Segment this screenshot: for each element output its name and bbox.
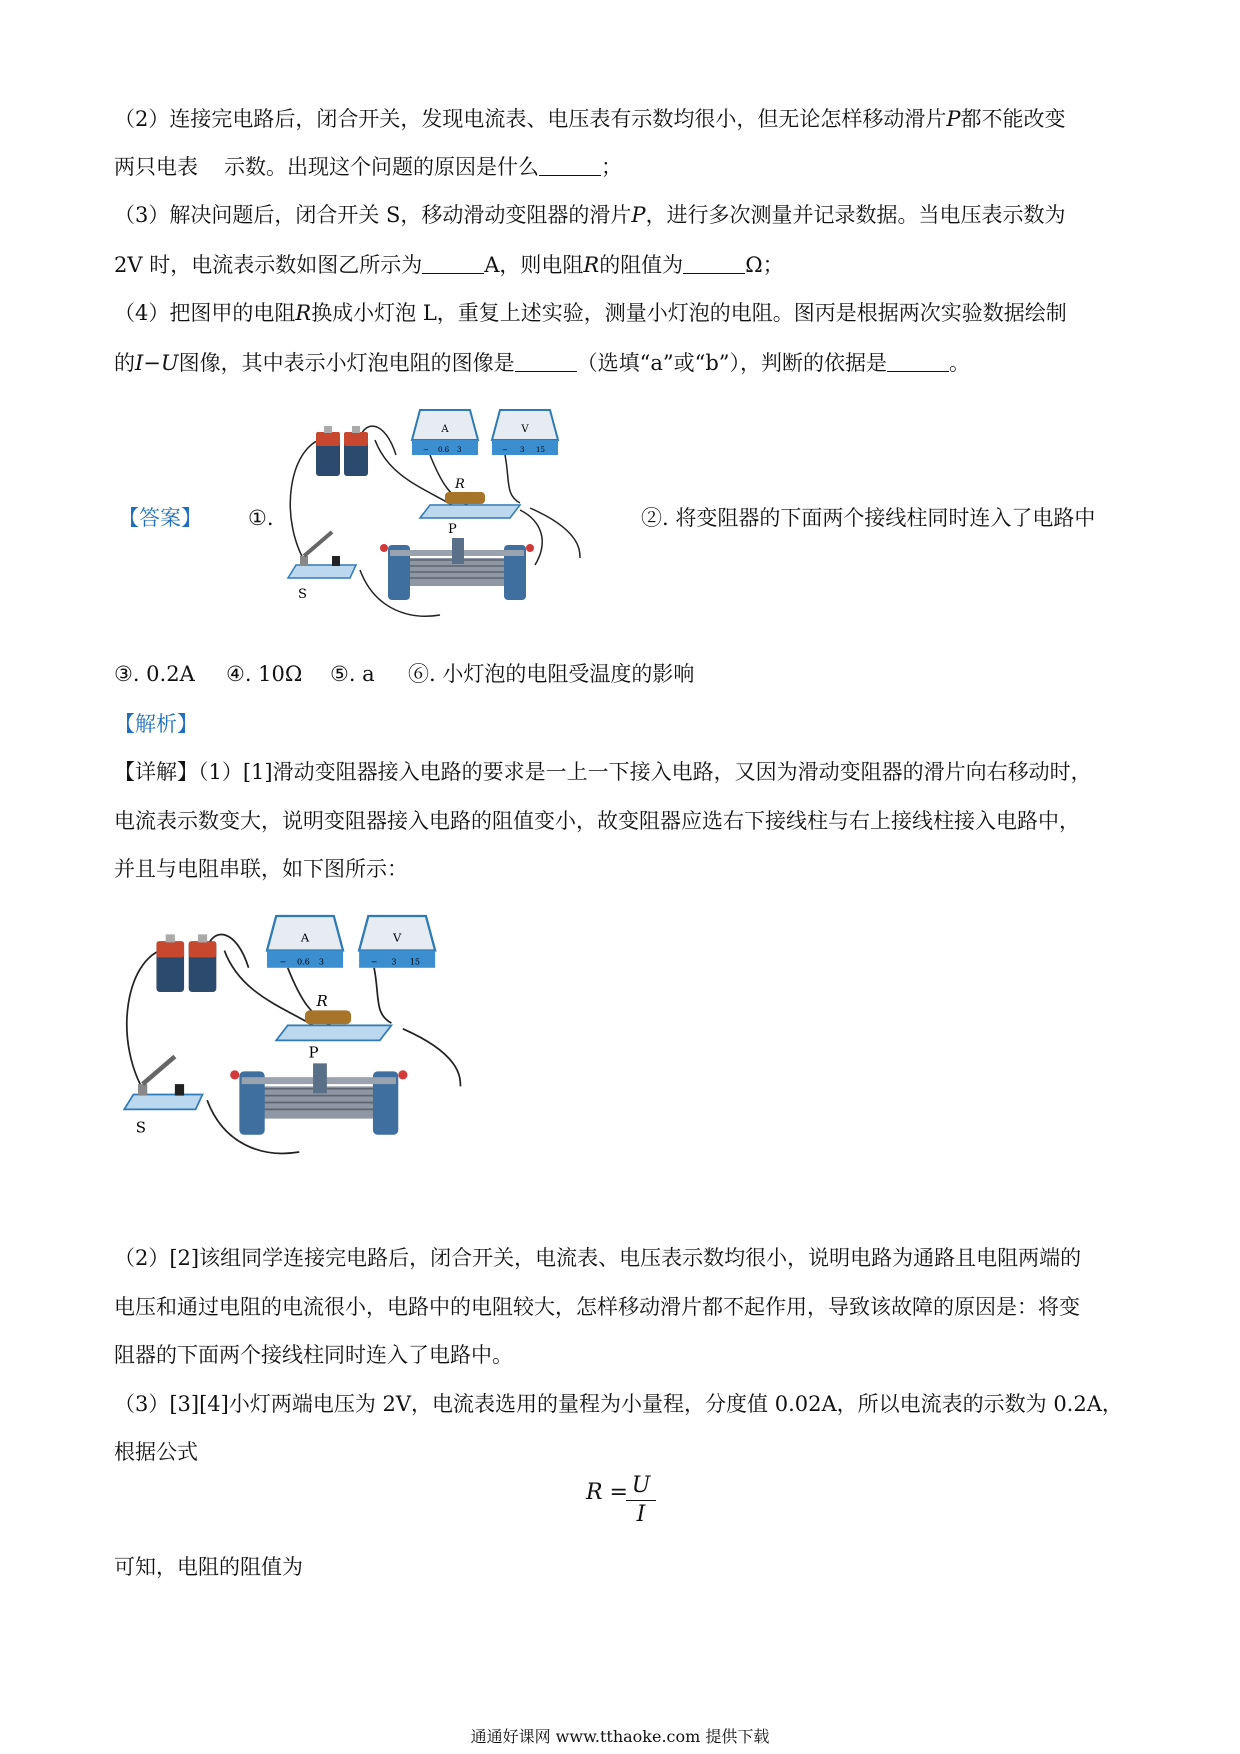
rheostat-icon <box>230 1044 407 1135</box>
switch-icon <box>288 532 356 602</box>
voltmeter-icon <box>359 916 435 968</box>
rheostat-icon <box>380 522 534 600</box>
circuit-diagram-solution <box>115 903 495 1165</box>
page-footer: 通通好课网 www.tthaoke.com 提供下载 <box>470 1727 770 1746</box>
ammeter-label: A <box>441 424 449 435</box>
formula-lhs: R = <box>586 1480 628 1505</box>
switch-label: S <box>298 587 307 602</box>
switch-label: S <box>135 1118 146 1137</box>
q4-line2: 的I−U图像，其中表示小灯泡电阻的图像是 （选填“a”或“b”），判断的依据是 。 <box>114 351 970 375</box>
p2-line-2: 电压和通过电阻的电流很小，电路中的电阻较大，怎样移动滑片都不起作用，导致该故障的原因是：将变 <box>114 1295 1080 1319</box>
battery-icon <box>316 426 368 476</box>
q3-line2: 2V 时，电流表示数如图乙所示为 A，则电阻R的阻值为 Ω； <box>114 253 784 277</box>
answer-item-6: ⑥. 小灯泡的电阻受温度的影响 <box>408 662 695 686</box>
voltmeter-tick: 15 <box>536 446 545 454</box>
q2-line1: （2）连接完电路后，闭合开关，发现电流表、电压表有示数均很小，但无论怎样移动滑片P都不能改变 <box>114 107 1066 131</box>
answer-item-2: ②. 将变阻器的下面两个接线柱同时连入了电路中 <box>641 506 1096 530</box>
answer-blank <box>539 155 601 176</box>
voltmeter-icon <box>492 410 558 455</box>
switch-icon <box>124 1056 202 1136</box>
voltmeter-tick: − <box>502 446 508 454</box>
q4-line1: （4）把图甲的电阻R换成小灯泡 L，重复上述实验，测量小灯泡的电阻。图丙是根据两次实验数据绘制 <box>114 301 1067 325</box>
detail-line-2: 电流表示数变大，说明变阻器接入电路的阻值变小，故变阻器应选右下接线柱与右上接线柱接入电路中， <box>114 809 1080 833</box>
answer-tag: 【答案】 <box>118 506 202 530</box>
slider-label: P <box>308 1043 319 1062</box>
battery-icon <box>156 934 216 992</box>
formula-numerator: U <box>626 1472 656 1501</box>
voltmeter-tick: 3 <box>391 957 397 967</box>
p3-line-2: 根据公式 <box>114 1440 198 1464</box>
voltmeter-tick: 15 <box>409 957 421 967</box>
answer-blank <box>683 253 745 274</box>
formula-denominator: I <box>636 1502 646 1527</box>
answer-item-1: ①. <box>248 506 274 530</box>
answer-item-4: ④. 10Ω <box>226 662 303 686</box>
ammeter-label: A <box>300 930 310 945</box>
ammeter-icon <box>412 410 478 455</box>
ammeter-tick: − <box>279 957 287 967</box>
slider-label: P <box>448 522 457 537</box>
answer-blank <box>515 351 577 372</box>
voltmeter-tick: − <box>370 957 378 967</box>
resistor-label: R <box>316 991 328 1010</box>
q3-line1: （3）解决问题后，闭合开关 S，移动滑动变阻器的滑片P，进行多次测量并记录数据。当电压表示数为 <box>114 203 1066 227</box>
voltmeter-label: V <box>392 930 402 945</box>
detail-line-3: 并且与电阻串联，如下图所示： <box>114 857 408 881</box>
ammeter-tick: − <box>423 446 429 454</box>
p3-line-3: 可知，电阻的阻值为 <box>114 1555 303 1579</box>
p2-line-3: 阻器的下面两个接线柱同时连入了电路中。 <box>114 1343 513 1367</box>
answer-blank <box>887 351 949 372</box>
answer-item-3: ③. 0.2A <box>114 662 195 686</box>
ammeter-tick: 3 <box>318 957 324 967</box>
ammeter-icon <box>267 916 343 968</box>
q2-line2: 两只电表 示数。出现这个问题的原因是什么 ； <box>114 155 622 179</box>
detail-line-1: 【详解】（1）[1]滑动变阻器接入电路的要求是一上一下接入电路，又因为滑动变阻器的滑片向右移动时， <box>114 760 1092 784</box>
formula-fraction <box>626 1472 656 1529</box>
ammeter-tick: 0.6 <box>438 446 450 454</box>
resistor-icon <box>276 992 391 1041</box>
ammeter-tick: 0.6 <box>296 957 310 967</box>
voltmeter-label: V <box>521 424 529 435</box>
circuit-diagram-answer <box>280 400 610 625</box>
answer-item-5: ⑤. a <box>330 662 375 686</box>
resistor-icon <box>420 477 520 518</box>
answer-blank <box>422 253 484 274</box>
ammeter-tick: 3 <box>457 446 462 454</box>
voltmeter-tick: 3 <box>520 446 525 454</box>
resistor-label: R <box>455 477 465 492</box>
p2-line-1: （2）[2]该组同学连接完电路后，闭合开关，电流表、电压表示数均很小，说明电路为通路且电阻两端的 <box>114 1246 1082 1270</box>
analysis-tag: 【解析】 <box>114 712 198 736</box>
p3-line-1: （3）[3][4]小灯两端电压为 2V，电流表选用的量程为小量程，分度值 0.02A，所以电流表的示数为 0.2A， <box>114 1392 1123 1416</box>
